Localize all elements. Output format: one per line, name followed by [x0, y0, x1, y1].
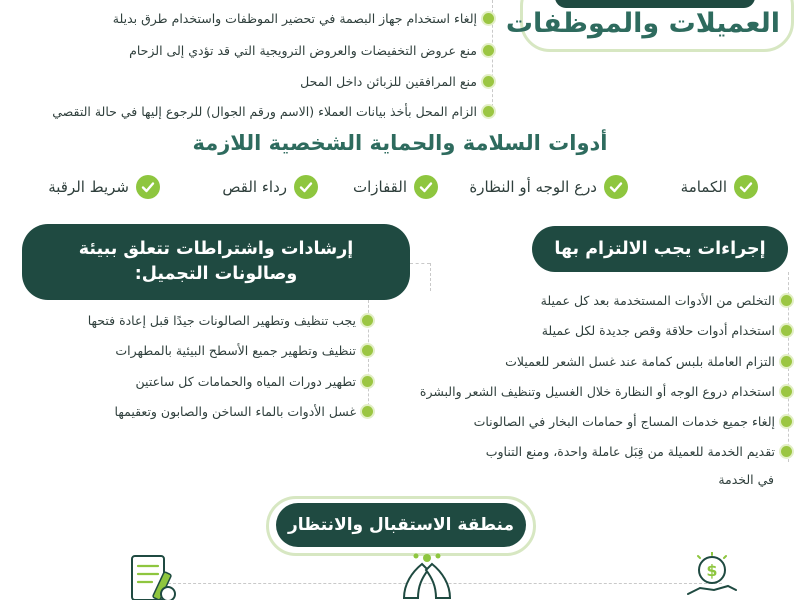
top-rule-text: إلغاء استخدام جهاز البصمة في تحضير الموظفات واستخدام طرق بديلة	[112, 11, 477, 26]
ppe-label: القفازات	[352, 178, 407, 196]
top-rule-3	[300, 74, 494, 89]
procedure-item-4	[420, 384, 792, 399]
ppe-item-mask	[681, 175, 758, 199]
bullet-dot	[483, 45, 494, 56]
ppe-label: درع الوجه أو النظارة	[469, 178, 597, 196]
bullet-dot	[781, 386, 792, 397]
ppe-label: الكمامة	[680, 178, 727, 196]
bullet-dot	[781, 416, 792, 427]
bullet-dot	[362, 345, 373, 356]
procedure-text: إلغاء جميع خدمات المساج أو حمامات البخار في الصالونات	[473, 414, 775, 429]
top-rule-text: الزام المحل بأخذ بيانات العملاء (الاسم ورقم الجوال) للرجوع إليها في حالة التقصي	[52, 104, 477, 119]
ppe-title: أدوات السلامة والحماية الشخصية اللازمة	[192, 131, 608, 155]
procedure-item-1	[541, 293, 792, 308]
checkmark-icon	[604, 175, 628, 199]
environment-text: تنظيف وتطهير جميع الأسطح البيئية بالمطهرات	[115, 343, 356, 358]
header-pill-inner	[555, 0, 755, 8]
top-rule-2	[129, 43, 494, 58]
environment-text: تطهير دورات المياه والحمامات كل ساعتين	[135, 374, 356, 389]
environment-item-2	[115, 343, 373, 358]
document-icon	[128, 550, 180, 600]
header-title: العميلات والموظفات	[505, 8, 780, 39]
svg-text:$: $	[706, 561, 718, 580]
bullet-dot	[781, 325, 792, 336]
environment-item-1	[88, 313, 373, 328]
environment-item-4	[115, 404, 373, 419]
procedure-item-2	[542, 323, 792, 338]
top-rule-4	[52, 104, 494, 119]
handwash-icon	[398, 550, 456, 600]
reception-title: منطقة الاستقبال والانتظار	[288, 515, 514, 535]
reception-title-pill	[276, 503, 526, 547]
procedure-text: استخدام أدوات حلاقة وقص جديدة لكل عميلة	[541, 323, 775, 338]
top-rule-text: منع عروض التخفيضات والعروض الترويجية التي قد تؤدي إلى الزحام	[129, 43, 477, 58]
bullet-dot	[781, 446, 792, 457]
money-hand-icon	[684, 552, 740, 600]
checkmark-icon	[136, 175, 160, 199]
ppe-item-gloves	[353, 175, 438, 199]
top-rule-1	[113, 11, 494, 26]
procedure-text: التزام العاملة بلبس كمامة عند غسل الشعر للعميلات	[505, 354, 775, 369]
environment-title-line1: إرشادات واشتراطات تتعلق ببيئة	[78, 238, 354, 259]
checkmark-icon	[734, 175, 758, 199]
environment-connector-h	[410, 263, 430, 264]
procedure-text: التخلص من الأدوات المستخدمة بعد كل عميلة	[540, 293, 775, 308]
procedure-item-6	[486, 444, 792, 459]
procedures-title: إجراءات يجب الالتزام بها	[554, 239, 766, 259]
procedure-item-3	[505, 354, 792, 369]
ppe-item-neck-strip	[48, 175, 160, 199]
checkmark-icon	[294, 175, 318, 199]
environment-text: غسل الأدوات بالماء الساخن والصابون وتعقيمها	[114, 404, 356, 419]
environment-title-line2: وصالونات التجميل:	[134, 264, 298, 284]
bullet-dot	[362, 315, 373, 326]
bullet-dot	[781, 295, 792, 306]
procedure-text: استخدام دروع الوجه أو النظارة خلال الغسيل وتنظيف الشعر والبشرة	[419, 384, 775, 399]
procedure-item-6-cont	[718, 472, 774, 487]
checkmark-icon	[414, 175, 438, 199]
top-rule-text: منع المرافقين للزبائن داخل المحل	[300, 74, 477, 89]
environment-connector-v	[430, 263, 431, 291]
bullet-dot	[781, 356, 792, 367]
bullet-dot	[362, 376, 373, 387]
bullet-dot	[483, 106, 494, 117]
environment-item-3	[136, 374, 373, 389]
bullet-dot	[483, 76, 494, 87]
procedure-text: تقديم الخدمة للعميلة من قِبَل عاملة واحدة، ومنع التناوب	[485, 444, 775, 459]
ppe-item-face-shield	[469, 175, 628, 199]
bullet-dot	[483, 13, 494, 24]
procedure-item-5	[474, 414, 792, 429]
environment-title-pill	[22, 224, 410, 300]
procedure-text: في الخدمة	[718, 472, 774, 487]
bullet-dot	[362, 406, 373, 417]
ppe-label: رداء القص	[222, 178, 287, 196]
ppe-label: شريط الرقبة	[48, 178, 129, 196]
ppe-item-gown	[222, 175, 318, 199]
environment-text: يجب تنظيف وتطهير الصالونات جيدًا قبل إعادة فتحها	[87, 313, 356, 328]
procedures-title-pill	[532, 226, 788, 272]
